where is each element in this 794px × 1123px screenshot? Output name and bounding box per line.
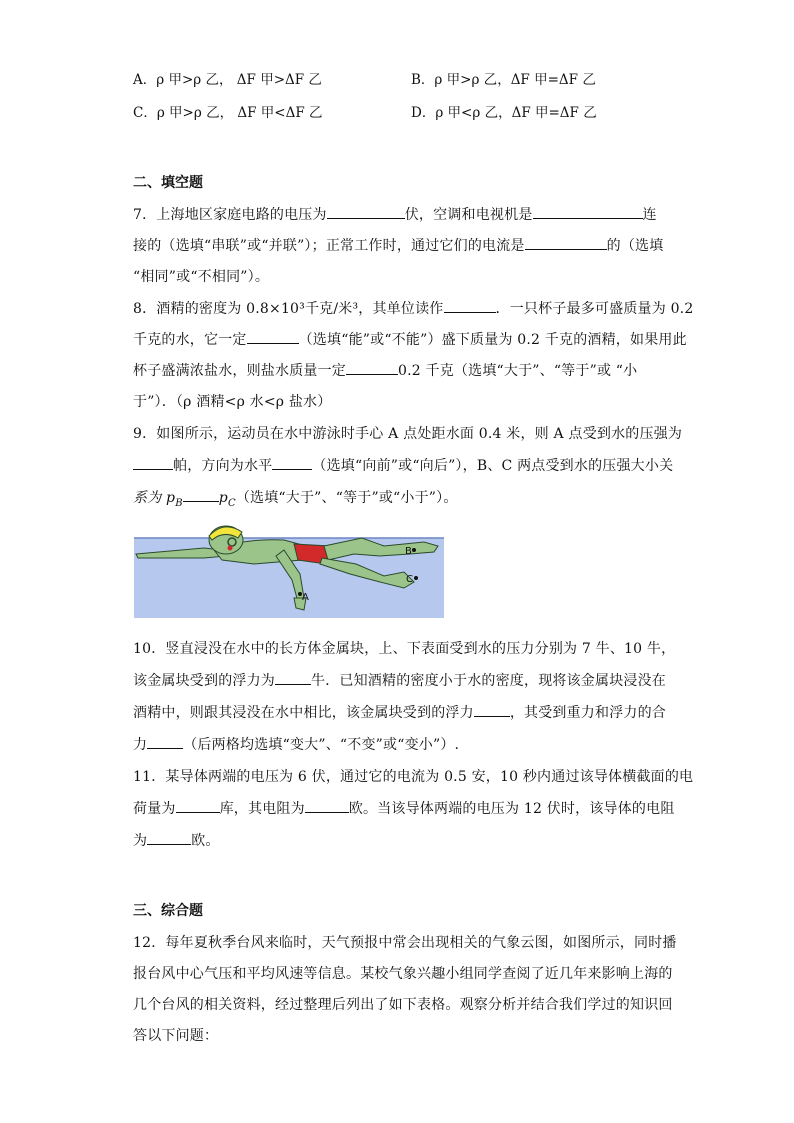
q9-line-3	[133, 487, 458, 509]
q10-text: 力	[133, 737, 148, 753]
q10-line-1: 10．竖直浸没在水中的长方体金属块，上、下表面受到水的压力分别为 7 牛、10 牛，	[133, 641, 676, 657]
q10-text: ，其受到重力和浮力的合	[509, 705, 667, 721]
q8-blank-mass[interactable]	[346, 360, 398, 375]
label-a: A	[302, 592, 309, 603]
q11-text: 欧。当该导体两端的电压为 12 伏时，该导体的电阻	[348, 801, 675, 817]
q8-blank-can[interactable]	[247, 329, 299, 344]
point-c-dot	[414, 576, 418, 580]
q12-line-4: 答以下问题：	[133, 1028, 219, 1044]
q7-line-1	[133, 204, 657, 224]
q11-blank-resistance[interactable]	[305, 798, 349, 813]
q7-text: 连	[642, 207, 657, 223]
section-title-comprehensive: 三、综合题	[133, 903, 203, 919]
choice-c: C．ρ 甲>ρ 乙， ΔF 甲<ΔF 乙	[133, 105, 323, 121]
q8-line-4: 于”）．（ρ 酒精<ρ 水<ρ 盐水）	[133, 394, 332, 410]
q12-line-1: 12．每年夏秋季台风来临时，天气预报中常会出现相关的气象云图，如图所示，同时播	[133, 935, 677, 951]
q9-blank-compare[interactable]	[183, 487, 219, 502]
q10-line-4	[133, 734, 459, 754]
q11-line-3	[133, 830, 220, 850]
q11-text: 欧。	[191, 833, 220, 849]
q9-blank-pressure[interactable]	[133, 455, 173, 470]
q8-text: 8．酒精的密度为 0.8×10³千克/米³，其单位读作	[133, 301, 444, 317]
choice-a: A．ρ 甲>ρ 乙， ΔF 甲>ΔF 乙	[133, 72, 322, 88]
q9-blank-direction[interactable]	[272, 455, 312, 470]
q7-text: 7．上海地区家庭电路的电压为	[133, 207, 327, 223]
point-b-dot	[412, 548, 416, 552]
mouth	[228, 546, 233, 551]
q9-sub: B	[175, 497, 183, 509]
q7-blank-current[interactable]	[525, 235, 607, 250]
q9-text: 系为 p	[133, 490, 176, 506]
q7-line-2	[133, 235, 663, 255]
q10-blank-resultant[interactable]	[147, 734, 183, 749]
q11-text: 荷量为	[133, 801, 176, 817]
section-title-fill-in: 二、填空题	[133, 175, 203, 191]
q8-line-3	[133, 360, 637, 380]
q10-blank-buoyancy[interactable]	[275, 670, 311, 685]
swimmer-figure	[134, 520, 444, 618]
q8-blank-unit-reading[interactable]	[444, 298, 496, 313]
q10-text: （后两格均选填“变大”、“不变”或“变小”）.	[183, 737, 460, 753]
q11-line-1: 11．某导体两端的电压为 6 伏，通过它的电流为 0.5 安，10 秒内通过该导体横截面的电	[133, 769, 694, 785]
q10-blank-change[interactable]	[474, 702, 510, 717]
q12-line-3: 几个台风的相关资料，经过整理后列出了如下表格。观察分析并结合我们学过的知识回	[133, 997, 673, 1013]
q7-text: 的（选填	[606, 238, 664, 254]
q9-line-1: 9．如图所示，运动员在水中游泳时手心 A 点处距水面 0.4 米，则 A 点受到水的压强为	[133, 426, 683, 442]
q11-blank-charge[interactable]	[176, 798, 220, 813]
q10-text: 牛．已知酒精的密度小于水的密度，现将该金属块浸没在	[311, 673, 666, 689]
q10-line-2	[133, 670, 666, 690]
q12-line-2: 报台风中心气压和平均风速等信息。某校气象兴趣小组同学查阅了近几年来影响上海的	[133, 966, 673, 982]
choice-d: D．ρ 甲<ρ 乙，ΔF 甲=ΔF 乙	[411, 105, 597, 121]
q10-text: 该金属块受到的浮力为	[133, 673, 275, 689]
q8-text: 千克的水，它一定	[133, 332, 247, 348]
q11-line-2	[133, 798, 675, 818]
q8-text: 0.2 千克（选填“大于”、“等于”或 “小	[398, 363, 638, 379]
label-b: B	[405, 546, 412, 557]
q9-text: （选填“向前”或“向后”），B、C 两点受到水的压强大小关	[312, 458, 674, 474]
q11-text: 为	[133, 833, 148, 849]
q8-text: ．一只杯子最多可盛质量为 0.2	[495, 301, 694, 317]
q10-line-3	[133, 702, 666, 722]
label-c: C	[406, 574, 413, 585]
q8-text: 杯子盛满浓盐水，则盐水质量一定	[133, 363, 346, 379]
q9-text: （选填“大于”、“等于”或“小于”）。	[235, 490, 458, 506]
q7-text: 伏，空调和电视机是	[404, 207, 533, 223]
q9-text: p	[218, 490, 228, 506]
q7-line-3: “相同”或“不相同”）。	[133, 269, 270, 285]
q7-text: 接的（选填“串联”或“并联”）；正常工作时，通过它们的电流是	[133, 238, 525, 254]
q8-text: （选填“能”或“不能”）盛下质量为 0.2 千克的酒精，如果用此	[298, 332, 687, 348]
q9-line-2	[133, 455, 673, 475]
choice-b: B．ρ 甲>ρ 乙，ΔF 甲=ΔF 乙	[411, 72, 596, 88]
q7-blank-connection[interactable]	[533, 204, 643, 219]
q7-blank-voltage[interactable]	[327, 204, 405, 219]
q8-line-2	[133, 329, 687, 349]
q9-text: 帕，方向为水平	[173, 458, 273, 474]
q8-line-1	[133, 298, 693, 318]
q9-sub: C	[227, 497, 236, 509]
q11-blank-resistance-2[interactable]	[147, 830, 191, 845]
q11-text: 库，其电阻为	[219, 801, 305, 817]
q10-text: 酒精中，则跟其浸没在水中相比，该金属块受到的浮力	[133, 705, 474, 721]
